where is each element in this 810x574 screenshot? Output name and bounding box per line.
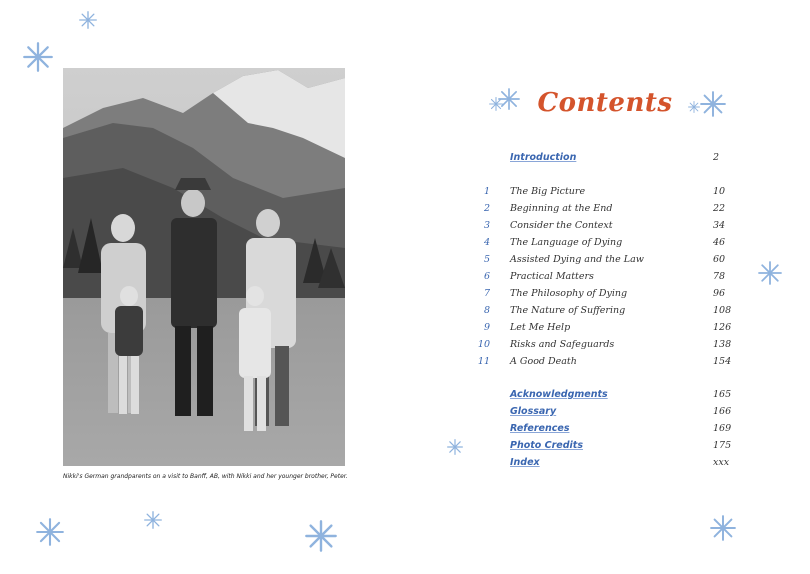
toc-chapter-number: 9 xyxy=(483,322,490,333)
toc-entry-title: References xyxy=(510,423,570,434)
toc-entry-title: Index xyxy=(510,457,540,468)
toc-row-introduction[interactable] xyxy=(470,151,740,165)
toc-row-chapter[interactable] xyxy=(470,321,740,335)
toc-entry-title: The Nature of Suffering xyxy=(510,305,626,316)
snowflake-icon xyxy=(700,91,726,117)
toc-entry-page: 169 xyxy=(713,423,732,434)
toc-entry-title: Acknowledgments xyxy=(510,389,608,400)
toc-chapter-number: 4 xyxy=(483,237,490,248)
toc-entry-page: 138 xyxy=(713,339,732,350)
snowflake-icon xyxy=(36,518,64,546)
toc-chapter-number: 3 xyxy=(483,220,490,231)
toc-entry-page: 166 xyxy=(713,406,732,417)
toc-entry-page: 154 xyxy=(713,356,732,367)
toc-chapter-number: 2 xyxy=(483,203,490,214)
toc-row-backmatter[interactable] xyxy=(470,422,740,436)
toc-entry-page: 96 xyxy=(713,288,726,299)
toc-entry-page: 175 xyxy=(713,440,732,451)
toc-row-chapter[interactable] xyxy=(470,270,740,284)
photo-caption: Nikki's German grandparents on a visit to Banff, AB, with Nikki and her younger brother, Peter. xyxy=(63,473,348,480)
toc-row-chapter[interactable] xyxy=(470,304,740,318)
snowflake-icon xyxy=(498,88,520,110)
toc-row-chapter[interactable] xyxy=(470,287,740,301)
toc-row-chapter[interactable] xyxy=(470,202,740,216)
toc-entry-title: The Philosophy of Dying xyxy=(510,288,628,299)
toc-chapter-number: 7 xyxy=(483,288,490,299)
toc-chapter-number: 11 xyxy=(477,356,490,367)
toc-entry-page: 78 xyxy=(713,271,726,282)
snowflake-icon xyxy=(23,42,53,72)
toc-row-backmatter[interactable] xyxy=(470,456,740,470)
toc-entry-title: Introduction xyxy=(510,152,577,163)
toc-entry-page: 22 xyxy=(713,203,726,214)
toc-entry-title: Assisted Dying and the Law xyxy=(510,254,644,265)
snowflake-icon xyxy=(447,439,463,455)
snowflake-icon xyxy=(305,520,337,552)
toc-row-backmatter[interactable] xyxy=(470,439,740,453)
toc-row-chapter[interactable] xyxy=(470,355,740,369)
toc-entry-title: Glossary xyxy=(510,406,557,417)
toc-entry-title: The Language of Dying xyxy=(510,237,623,248)
snowflake-icon xyxy=(710,515,736,541)
snowflake-icon xyxy=(758,261,782,285)
toc-entry-title: Consider the Context xyxy=(510,220,613,231)
toc-entry-title: The Big Picture xyxy=(510,186,586,197)
toc-row-backmatter[interactable] xyxy=(470,388,740,402)
toc-entry-title: Risks and Safeguards xyxy=(510,339,615,350)
toc-row-chapter[interactable] xyxy=(470,185,740,199)
family-photo xyxy=(63,68,345,466)
snowflake-icon xyxy=(144,511,162,529)
toc-entry-title: Practical Matters xyxy=(510,271,594,282)
toc-entry-page: 126 xyxy=(713,322,732,333)
toc-entry-page: 10 xyxy=(713,186,726,197)
toc-entry-title: Photo Credits xyxy=(510,440,583,451)
toc-row-chapter[interactable] xyxy=(470,338,740,352)
toc-row-chapter[interactable] xyxy=(470,219,740,233)
toc-entry-page: 165 xyxy=(713,389,732,400)
toc-row-backmatter[interactable] xyxy=(470,405,740,419)
family-photo-image xyxy=(63,68,345,466)
toc-chapter-number: 1 xyxy=(483,186,490,197)
toc-row-chapter[interactable] xyxy=(470,253,740,267)
toc-entry-title: A Good Death xyxy=(510,356,577,367)
toc-entry-page: 108 xyxy=(713,305,732,316)
toc-entry-page: xxx xyxy=(713,457,730,468)
contents-heading: Contents xyxy=(537,88,673,118)
toc-chapter-number: 8 xyxy=(483,305,490,316)
toc-entry-title: Beginning at the End xyxy=(510,203,613,214)
toc-chapter-number: 5 xyxy=(483,254,490,265)
snowflake-icon xyxy=(79,11,97,29)
toc-entry-title: Let Me Help xyxy=(510,322,571,333)
toc-entry-page: 46 xyxy=(713,237,726,248)
toc-entry-page: 2 xyxy=(713,152,720,163)
toc-chapter-number: 6 xyxy=(483,271,490,282)
toc-entry-page: 34 xyxy=(713,220,726,231)
toc-entry-page: 60 xyxy=(713,254,726,265)
toc-chapter-number: 10 xyxy=(477,339,490,350)
toc-row-chapter[interactable] xyxy=(470,236,740,250)
